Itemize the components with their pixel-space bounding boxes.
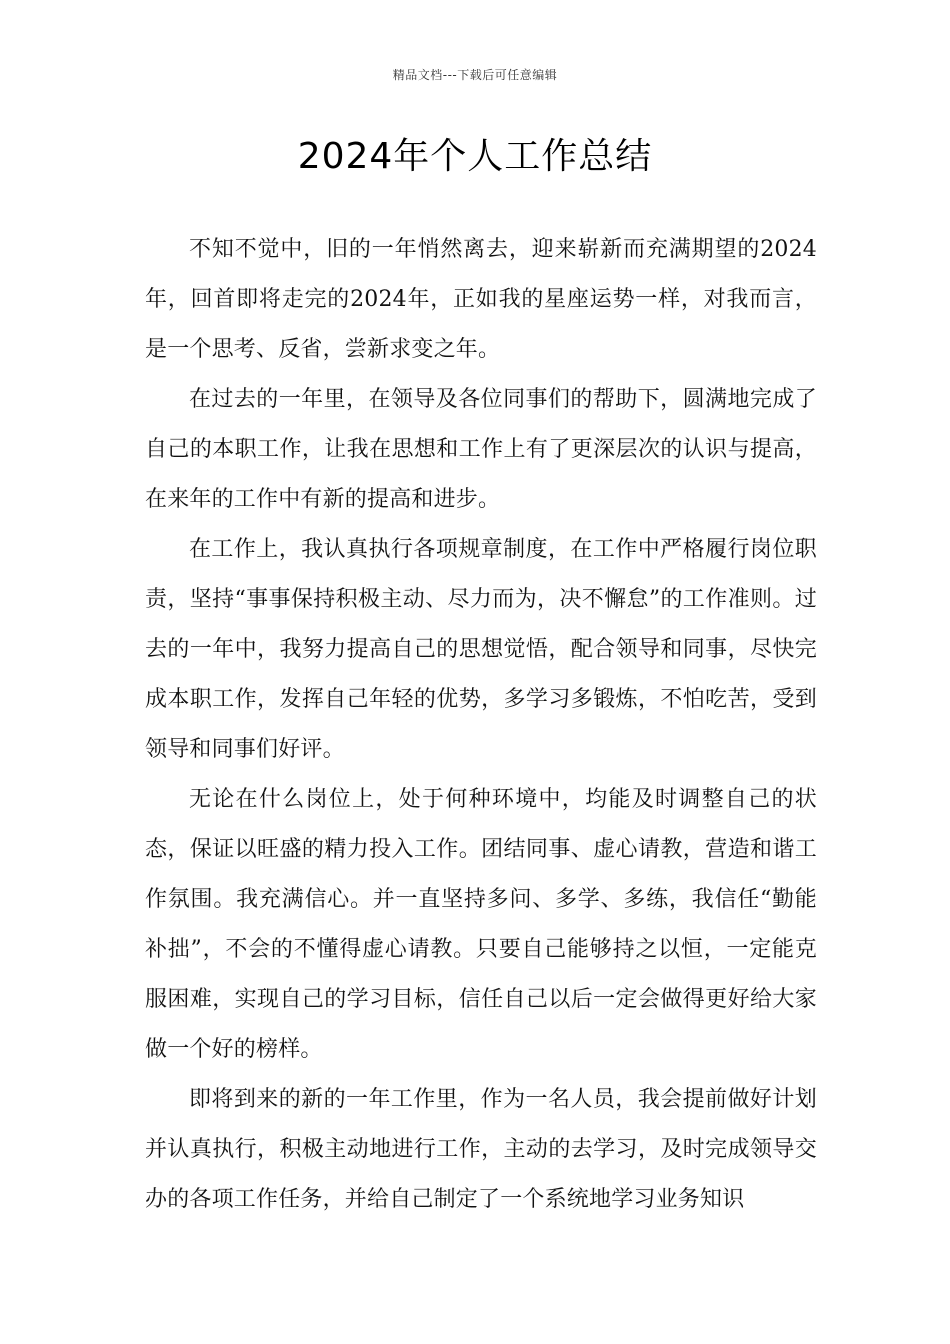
document-title: 2024年个人工作总结 xyxy=(297,136,653,177)
paragraph-5: 即将到来的新的一年工作里，作为一名人员，我会提前做好计划并认真执行，积极主动地进行工作，主动的去学习，及时完成领导交办的各项工作任务，并给自己制定了一个系统地学习业务知识 xyxy=(145,1087,817,1212)
document-body xyxy=(145,225,817,1225)
page-header-watermark: 精品文档---下载后可任意编辑 xyxy=(392,68,558,82)
paragraph-3: 在工作上，我认真执行各项规章制度，在工作中严格履行岗位职责，坚持“事事保持积极主动、尽力而为，决不懈怠”的工作准则。过去的一年中，我努力提高自己的思想觉悟，配合领导和同事，尽快完成本职工作，发挥自己年轻的优势，多学习多锻炼，不怕吃苦，受到领导和同事们好评。 xyxy=(145,537,817,762)
paragraph-2: 在过去的一年里，在领导及各位同事们的帮助下，圆满地完成了自己的本职工作，让我在思想和工作上有了更深层次的认识与提高，在来年的工作中有新的提高和进步。 xyxy=(145,387,817,512)
paragraph-4: 无论在什么岗位上，处于何种环境中，均能及时调整自己的状态，保证以旺盛的精力投入工作。团结同事、虚心请教，营造和谐工作氛围。我充满信心。并一直坚持多问、多学、多练，我信任“勤能补拙”，不会的不懂得虚心请教。只要自己能够持之以恒，一定能克服困难，实现自己的学习目标，信任自己以后一定会做得更好给大家做一个好的榜样。 xyxy=(145,787,817,1062)
paragraph-1: 不知不觉中，旧的一年悄然离去，迎来崭新而充满期望的2024年，回首即将走完的2024年，正如我的星座运势一样，对我而言，是一个思考、反省，尝新求变之年。 xyxy=(145,237,817,362)
